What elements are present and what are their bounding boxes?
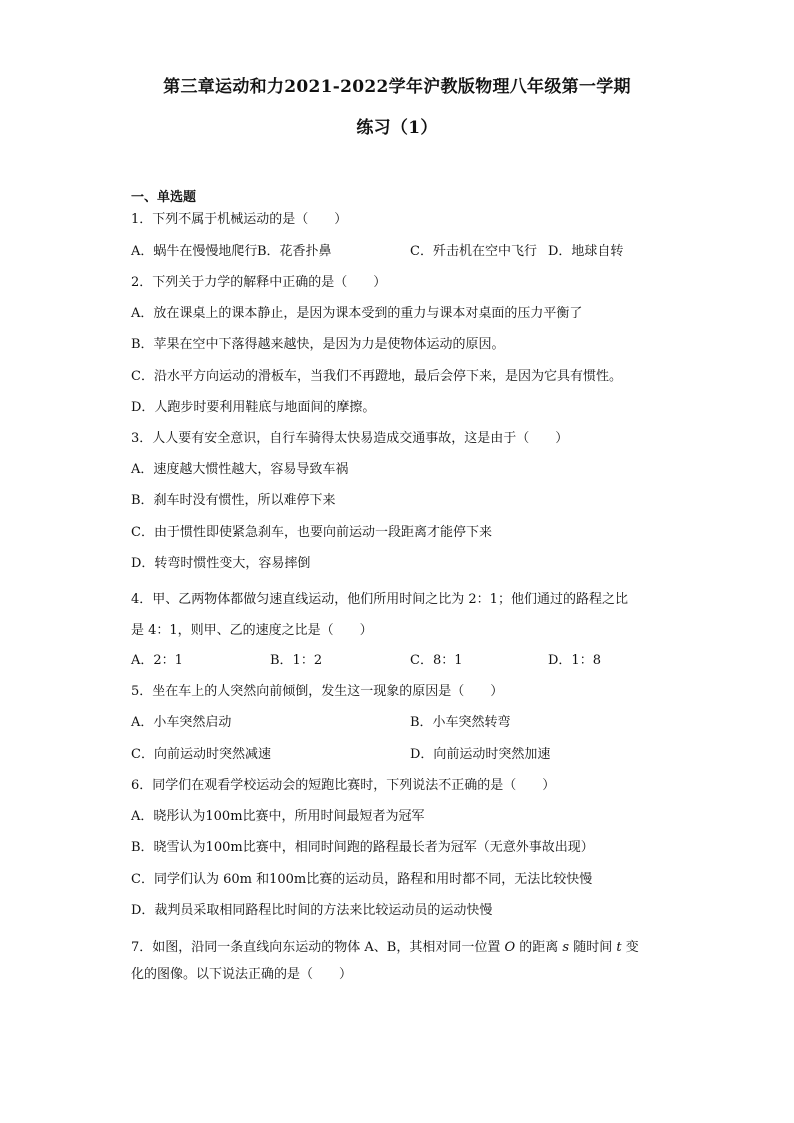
q6-option-d: D．裁判员采取相同路程比时间的方法来比较运动员的运动快慢 [131,903,493,918]
page-title-line2: 练习（1） [356,118,438,138]
q2-option-d: D．人跑步时要利用鞋底与地面间的摩擦。 [131,400,376,415]
q7-stem-line2: 化的图像。以下说法正确的是（ ） [131,967,353,982]
q7-var-s: s [562,940,570,955]
q5-stem: 5．坐在车上的人突然向前倾倒，发生这一现象的原因是（ ） [131,684,504,699]
q3-option-b: B．刹车时没有惯性，所以难停下来 [131,493,336,508]
q4-option-d: D．1：8 [548,653,601,668]
q1-option-a: A．蜗牛在慢慢地爬行 [131,244,258,259]
q4-stem-line2: 是 4：1，则甲、乙的速度之比是（ ） [131,623,373,638]
q2-stem: 2．下列关于力学的解释中正确的是（ ） [131,275,387,290]
q7-stem-part1: 7．如图，沿同一条直线向东运动的物体 A、B，其相对同一位置 [131,940,505,955]
q4-option-a: A．2：1 [131,653,183,668]
q7-stem-part4: 变 [621,940,639,955]
q7-stem-line1 [131,939,639,957]
q3-option-a: A．速度越大惯性越大，容易导致车祸 [131,462,349,477]
q7-var-o: O [504,940,516,955]
q5-option-c: C．向前运动时突然减速 [131,747,271,762]
q6-stem: 6．同学们在观看学校运动会的短跑比赛时，下列说法不正确的是（ ） [131,778,556,793]
q3-option-d: D．转弯时惯性变大，容易摔倒 [131,556,311,571]
q1-option-d: D．地球自转 [548,244,624,259]
q6-option-a: A．晓彤认为100m比赛中，所用时间最短者为冠军 [131,809,425,824]
q1-options [0,243,794,261]
q6-option-b: B．晓雪认为100m比赛中，相同时间跑的路程最长者为冠军（无意外事故出现） [131,840,594,855]
q3-option-c: C．由于惯性即使紧急刹车，也要向前运动一段距离才能停下来 [131,525,492,540]
q4-option-b: B．1：2 [270,653,323,668]
q7-stem-part2: 的距离 [515,940,563,955]
q7-stem-part3: 随时间 [569,940,617,955]
section-heading: 一、单选题 [131,190,197,205]
q3-stem: 3．人人要有安全意识，自行车骑得太快易造成交通事故，这是由于（ ） [131,431,569,446]
q5-option-a: A．小车突然启动 [131,715,232,730]
q2-option-a: A．放在课桌上的课本静止，是因为课本受到的重力与课本对桌面的压力平衡了 [131,306,583,321]
q5-options-row2 [0,746,794,764]
q1-option-b: B．花香扑鼻 [257,244,332,259]
q5-options-row1 [0,714,794,732]
q5-option-b: B．小车突然转弯 [410,715,511,730]
q2-option-c: C．沿水平方向运动的滑板车，当我们不再蹬地，最后会停下来，是因为它具有惯性。 [131,369,622,384]
q1-option-c: C．歼击机在空中飞行 [410,244,537,259]
q4-stem-line1: 4．甲、乙两物体都做匀速直线运动，他们所用时间之比为 2：1；他们通过的路程之比 [131,592,628,607]
q7-var-t: t [616,940,622,955]
q5-option-d: D．向前运动时突然加速 [410,747,551,762]
q1-stem: 1．下列不属于机械运动的是（ ） [131,212,348,227]
q4-options [0,652,794,670]
page-title-line1: 第三章运动和力2021-2022学年沪教版物理八年级第一学期 [163,77,631,97]
q4-option-c: C．8：1 [410,653,463,668]
q6-option-c: C．同学们认为 60m 和100m比赛的运动员，路程和用时都不同，无法比较快慢 [131,872,593,887]
q2-option-b: B．苹果在空中下落得越来越快，是因为力是使物体运动的原因。 [131,337,505,352]
